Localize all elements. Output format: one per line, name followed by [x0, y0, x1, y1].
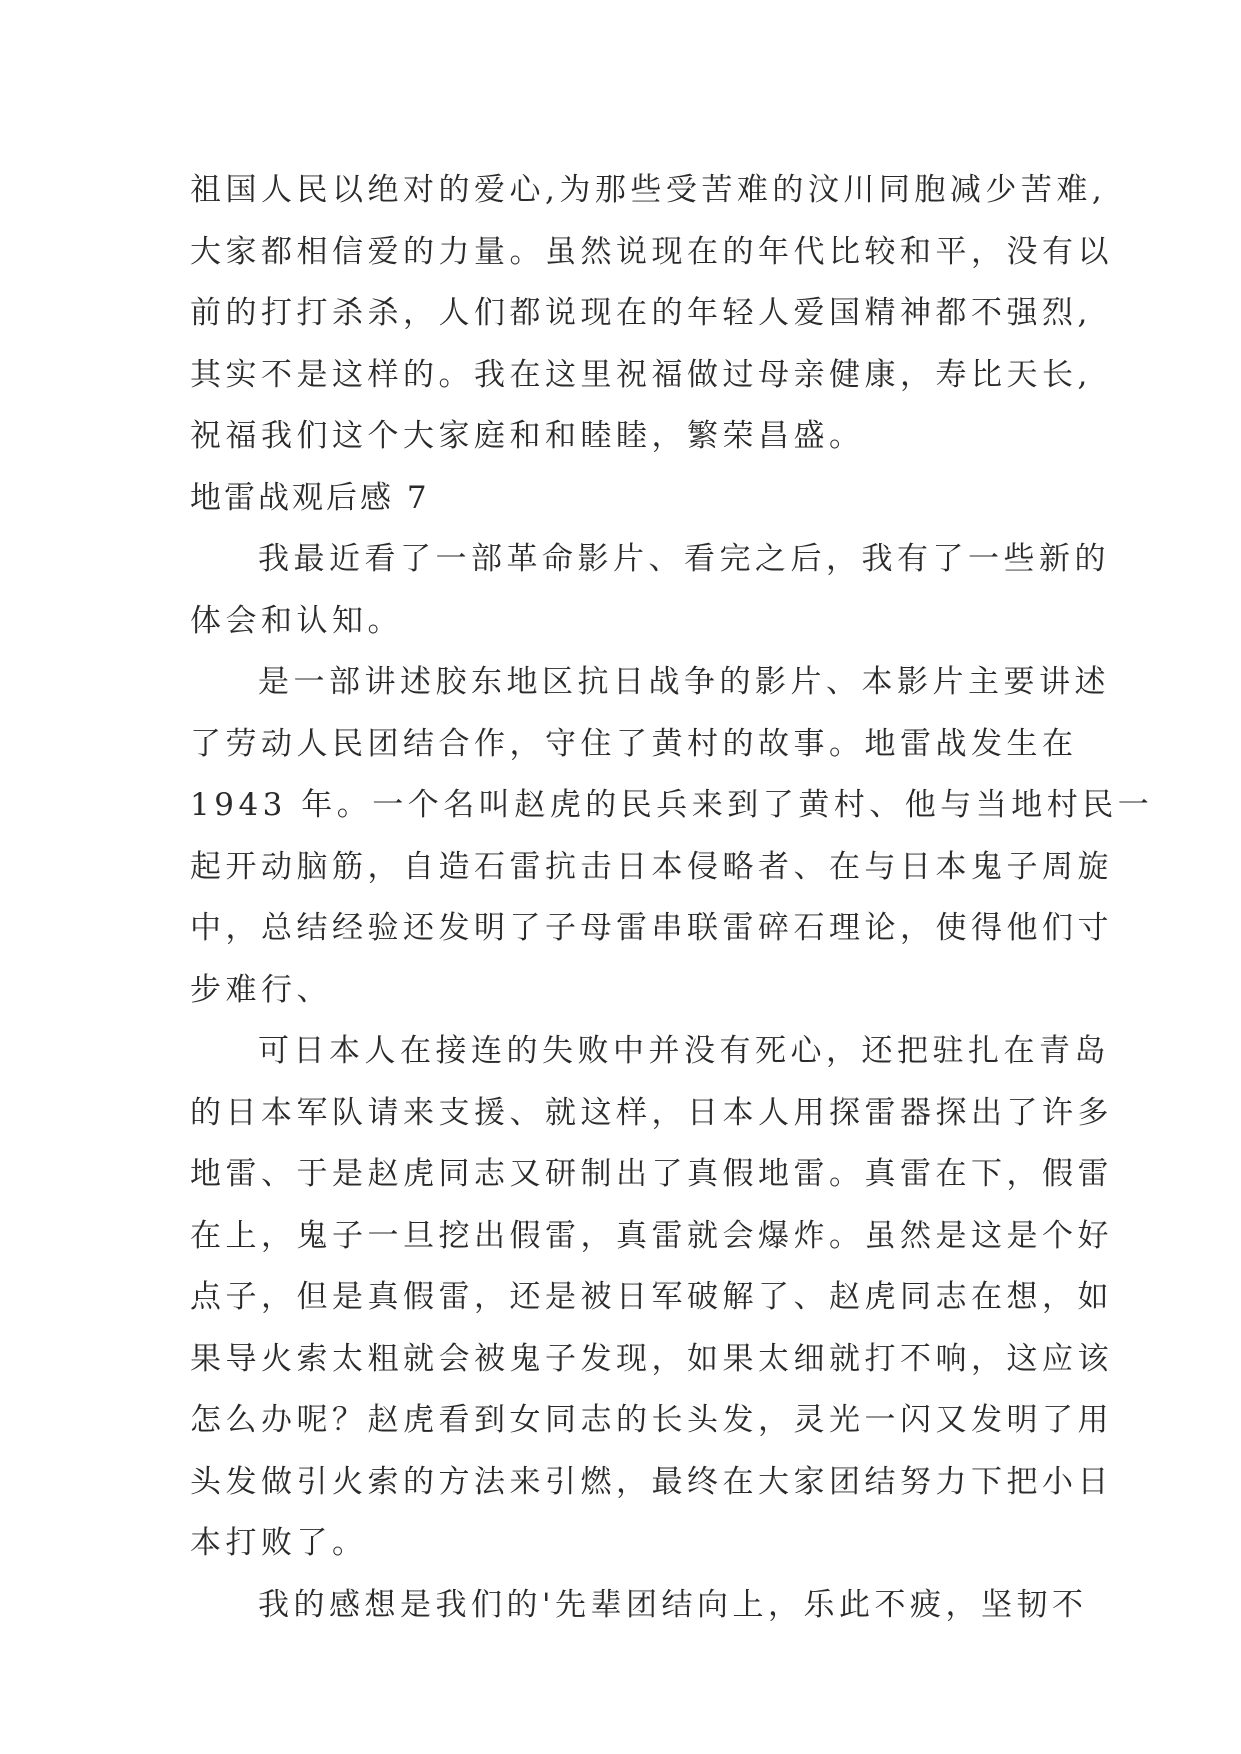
- text-line: 1943 年。一个名叫赵虎的民兵来到了黄村、他与当地村民一: [190, 787, 1154, 823]
- text-line: 点子，但是真假雷，还是被日军破解了、赵虎同志在想，如: [190, 1279, 1113, 1315]
- text-line: 的日本军队请来支援、就这样，日本人用探雷器探出了许多: [190, 1094, 1113, 1131]
- text-line: 是一部讲述胶东地区抗日战争的影片、本影片主要讲述: [258, 664, 1110, 700]
- text-line: 可日本人在接连的失败中并没有死心，还把驻扎在青岛: [258, 1033, 1110, 1069]
- text-line: 了劳动人民团结合作，守住了黄村的故事。地雷战发生在: [190, 725, 1078, 762]
- text-line: 怎么办呢？赵虎看到女同志的长头发，灵光一闪又发明了用: [190, 1402, 1113, 1438]
- text-line: 地雷、于是赵虎同志又研制出了真假地雷。真雷在下，假雷: [190, 1156, 1113, 1192]
- text-line: 大家都相信爱的力量。虽然说现在的年代比较和平，没有以: [190, 233, 1113, 270]
- text-line: 步难行、: [190, 971, 332, 1008]
- text-line: 起开动脑筋，自造石雷抗击日本侵略者、在与日本鬼子周旋: [190, 848, 1113, 885]
- text-line: 祖国人民以绝对的爱心,为那些受苦难的汶川同胞减少苦难,: [190, 172, 1107, 208]
- text-line: 头发做引火索的方法来引燃，最终在大家团结努力下把小日: [190, 1463, 1113, 1500]
- text-line: 其实不是这样的。我在这里祝福做过母亲健康，寿比天长,: [190, 356, 1092, 393]
- text-line: 体会和认知。: [190, 602, 403, 639]
- document-body: [190, 160, 1154, 1636]
- text-line: 我最近看了一部革命影片、看完之后，我有了一些新的: [258, 541, 1110, 577]
- section-heading: 地雷战观后感 7: [190, 479, 430, 516]
- text-line: 祝福我们这个大家庭和和睦睦，繁荣昌盛。: [190, 418, 865, 454]
- text-line: 我的感想是我们的'先辈团结向上，乐此不疲，坚韧不: [258, 1586, 1088, 1623]
- text-line: 前的打打杀杀，人们都说现在的年轻人爱国精神都不强烈,: [190, 295, 1092, 331]
- text-line: 在上，鬼子一旦挖出假雷，真雷就会爆炸。虽然是这是个好: [190, 1217, 1113, 1254]
- text-line: 本打败了。: [190, 1525, 368, 1561]
- text-line: 果导火索太粗就会被鬼子发现，如果太细就打不响，这应该: [190, 1340, 1113, 1377]
- text-line: 中，总结经验还发明了子母雷串联雷碎石理论，使得他们寸: [190, 910, 1113, 946]
